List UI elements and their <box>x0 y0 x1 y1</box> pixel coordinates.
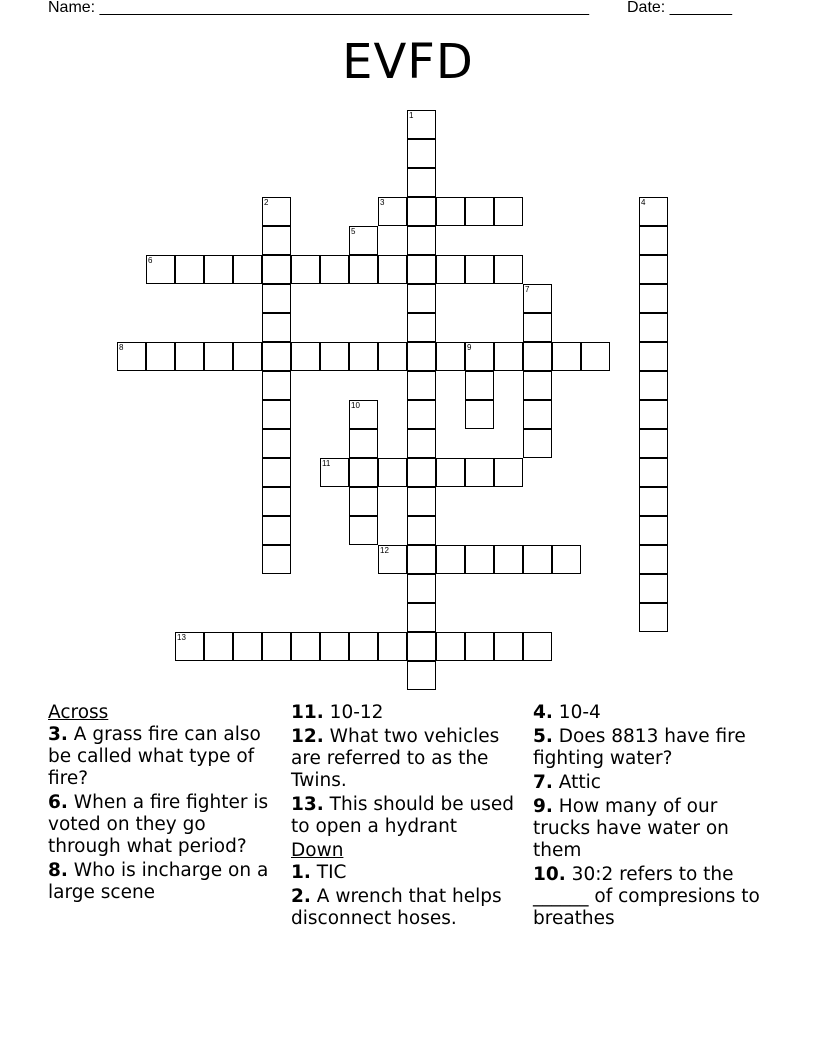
crossword-cell[interactable] <box>262 516 291 545</box>
crossword-cell[interactable] <box>349 516 378 545</box>
crossword-cell[interactable] <box>407 516 436 545</box>
clue-number: 13. <box>291 794 324 815</box>
crossword-cell[interactable] <box>175 255 204 284</box>
crossword-cell[interactable] <box>233 255 262 284</box>
crossword-cell[interactable] <box>523 342 552 371</box>
crossword-cell[interactable] <box>117 342 146 371</box>
clue-text: Does 8813 have fire fighting water? <box>533 726 746 769</box>
crossword-cell[interactable] <box>523 545 552 574</box>
across-heading: Across <box>48 702 109 723</box>
clue-across-6 <box>48 792 276 858</box>
crossword-cell[interactable] <box>639 458 668 487</box>
crossword-cell[interactable] <box>407 487 436 516</box>
puzzle-title: EVFD <box>342 34 474 90</box>
crossword-cell[interactable] <box>320 632 349 661</box>
crossword-cell[interactable] <box>320 342 349 371</box>
crossword-cell[interactable] <box>262 342 291 371</box>
crossword-cell[interactable] <box>639 284 668 313</box>
clue-across-11 <box>291 702 529 724</box>
crossword-cell[interactable] <box>291 255 320 284</box>
clue-number: 2. <box>291 886 311 907</box>
crossword-cell[interactable] <box>262 371 291 400</box>
clue-text: 30:2 refers to the ______ of compresions to breathes <box>533 864 760 929</box>
grid-clue-number: 11 <box>322 459 331 468</box>
clue-down-2 <box>291 886 529 930</box>
grid-clue-number: 7 <box>525 285 530 294</box>
crossword-cell[interactable] <box>262 429 291 458</box>
crossword-cell[interactable] <box>291 632 320 661</box>
crossword-cell[interactable] <box>262 255 291 284</box>
crossword-cell[interactable] <box>262 197 291 226</box>
crossword-cell[interactable] <box>262 632 291 661</box>
clue-number: 4. <box>533 702 553 723</box>
crossword-cell[interactable] <box>436 342 465 371</box>
crossword-cell[interactable] <box>407 661 436 690</box>
crossword-cell[interactable] <box>523 284 552 313</box>
clue-text: 10-12 <box>329 702 384 723</box>
crossword-cell[interactable] <box>407 371 436 400</box>
crossword-cell[interactable] <box>407 458 436 487</box>
name-field-label[interactable]: Name: _______________________________________________________ <box>48 0 589 16</box>
clue-down-4 <box>533 702 773 724</box>
crossword-cell[interactable] <box>639 226 668 255</box>
crossword-cell[interactable] <box>407 574 436 603</box>
crossword-cell[interactable] <box>378 255 407 284</box>
grid-clue-number: 12 <box>380 546 389 555</box>
crossword-cell[interactable] <box>233 632 262 661</box>
clue-number: 12. <box>291 726 324 747</box>
crossword-cell[interactable] <box>204 342 233 371</box>
grid-clue-number: 13 <box>177 633 186 642</box>
crossword-cell[interactable] <box>407 400 436 429</box>
down-heading: Down <box>291 840 344 861</box>
clue-text: This should be used to open a hydrant <box>291 794 515 837</box>
crossword-cell[interactable] <box>465 458 494 487</box>
clues-column-2 <box>291 702 529 932</box>
crossword-cell[interactable] <box>407 313 436 342</box>
crossword-cell[interactable] <box>552 342 581 371</box>
clues-column-1 <box>48 702 276 906</box>
clue-text: A wrench that helps disconnect hoses. <box>291 886 502 929</box>
crossword-cell[interactable] <box>407 255 436 284</box>
crossword-cell[interactable] <box>581 342 610 371</box>
crossword-cell[interactable] <box>639 516 668 545</box>
clue-text: Attic <box>558 772 601 793</box>
crossword-cell[interactable] <box>378 632 407 661</box>
grid-clue-number: 9 <box>467 343 472 352</box>
crossword-cell[interactable] <box>378 458 407 487</box>
crossword-cell[interactable] <box>639 574 668 603</box>
crossword-cell[interactable] <box>320 458 349 487</box>
crossword-cell[interactable] <box>523 632 552 661</box>
crossword-cell[interactable] <box>523 429 552 458</box>
crossword-cell[interactable] <box>146 342 175 371</box>
crossword-cell[interactable] <box>320 255 349 284</box>
crossword-cell[interactable] <box>523 371 552 400</box>
clue-text: What two vehicles are referred to as the Twins. <box>291 726 500 791</box>
clue-text: 10-4 <box>558 702 601 723</box>
crossword-cell[interactable] <box>494 255 523 284</box>
crossword-cell[interactable] <box>407 110 436 139</box>
crossword-cell[interactable] <box>639 545 668 574</box>
grid-clue-number: 8 <box>119 343 124 352</box>
crossword-cell[interactable] <box>262 400 291 429</box>
grid-clue-number: 3 <box>380 198 385 207</box>
crossword-cell[interactable] <box>204 255 233 284</box>
clue-across-3 <box>48 724 276 790</box>
crossword-cell[interactable] <box>175 632 204 661</box>
clue-text: A grass fire can also be called what type of fire? <box>48 724 261 789</box>
crossword-cell[interactable] <box>407 632 436 661</box>
crossword-cell[interactable] <box>291 342 320 371</box>
crossword-cell[interactable] <box>349 458 378 487</box>
crossword-cell[interactable] <box>494 545 523 574</box>
clue-number: 11. <box>291 702 324 723</box>
crossword-cell[interactable] <box>349 342 378 371</box>
crossword-cell[interactable] <box>378 342 407 371</box>
crossword-cell[interactable] <box>436 632 465 661</box>
crossword-cell[interactable] <box>175 342 204 371</box>
grid-clue-number: 6 <box>148 256 153 265</box>
grid-clue-number: 5 <box>351 227 356 236</box>
crossword-cell[interactable] <box>436 255 465 284</box>
crossword-cell[interactable] <box>349 632 378 661</box>
crossword-cell[interactable] <box>407 603 436 632</box>
clue-number: 8. <box>48 860 68 881</box>
crossword-cell[interactable] <box>407 429 436 458</box>
clue-across-8 <box>48 860 276 904</box>
clue-across-13 <box>291 794 529 838</box>
clue-down-7 <box>533 772 773 794</box>
crossword-cell[interactable] <box>465 255 494 284</box>
crossword-cell[interactable] <box>204 632 233 661</box>
crossword-cell[interactable] <box>407 168 436 197</box>
crossword-cell[interactable] <box>639 400 668 429</box>
crossword-cell[interactable] <box>465 632 494 661</box>
clue-number: 5. <box>533 726 553 747</box>
crossword-cell[interactable] <box>639 255 668 284</box>
crossword-cell[interactable] <box>465 342 494 371</box>
crossword-cell[interactable] <box>407 197 436 226</box>
crossword-cell[interactable] <box>494 458 523 487</box>
clue-text: Who is incharge on a large scene <box>48 860 269 903</box>
clue-number: 9. <box>533 796 553 817</box>
crossword-cell[interactable] <box>465 545 494 574</box>
clue-text: When a fire fighter is voted on they go through what period? <box>48 792 269 857</box>
crossword-cell[interactable] <box>349 226 378 255</box>
crossword-cell[interactable] <box>262 313 291 342</box>
clue-number: 6. <box>48 792 68 813</box>
clue-down-5 <box>533 726 773 770</box>
crossword-cell[interactable] <box>378 545 407 574</box>
crossword-cell[interactable] <box>436 197 465 226</box>
grid-clue-number: 4 <box>641 198 646 207</box>
clue-number: 1. <box>291 862 311 883</box>
clue-down-10 <box>533 864 773 930</box>
crossword-cell[interactable] <box>262 545 291 574</box>
crossword-cell[interactable] <box>407 545 436 574</box>
crossword-cell[interactable] <box>233 342 262 371</box>
clue-number: 10. <box>533 864 566 885</box>
crossword-cell[interactable] <box>262 284 291 313</box>
crossword-cell[interactable] <box>436 545 465 574</box>
crossword-cell[interactable] <box>262 226 291 255</box>
crossword-cell[interactable] <box>349 400 378 429</box>
crossword-cell[interactable] <box>639 487 668 516</box>
crossword-cell[interactable] <box>523 313 552 342</box>
crossword-cell[interactable] <box>349 487 378 516</box>
crossword-cell[interactable] <box>465 371 494 400</box>
crossword-cell[interactable] <box>407 284 436 313</box>
crossword-cell[interactable] <box>494 632 523 661</box>
clue-across-12 <box>291 726 529 792</box>
crossword-cell[interactable] <box>262 487 291 516</box>
crossword-cell[interactable] <box>639 429 668 458</box>
clue-text: TIC <box>316 862 347 883</box>
crossword-cell[interactable] <box>465 197 494 226</box>
crossword-cell[interactable] <box>407 226 436 255</box>
crossword-cell[interactable] <box>639 197 668 226</box>
date-field-label[interactable]: Date: _______ <box>627 0 732 16</box>
crossword-cell[interactable] <box>639 603 668 632</box>
crossword-cell[interactable] <box>349 255 378 284</box>
crossword-cell[interactable] <box>407 342 436 371</box>
crossword-cell[interactable] <box>552 545 581 574</box>
grid-clue-number: 2 <box>264 198 269 207</box>
clues-column-3 <box>533 702 773 932</box>
clue-down-1 <box>291 862 529 884</box>
clue-number: 3. <box>48 724 68 745</box>
clue-number: 7. <box>533 772 553 793</box>
crossword-cell[interactable] <box>146 255 175 284</box>
crossword-cell[interactable] <box>639 371 668 400</box>
crossword-cell[interactable] <box>523 400 552 429</box>
crossword-cell[interactable] <box>407 139 436 168</box>
crossword-cell[interactable] <box>639 313 668 342</box>
crossword-cell[interactable] <box>639 342 668 371</box>
crossword-cell[interactable] <box>465 400 494 429</box>
grid-clue-number: 10 <box>351 401 360 410</box>
worksheet-header <box>48 0 768 20</box>
crossword-cell[interactable] <box>378 197 407 226</box>
crossword-cell[interactable] <box>349 429 378 458</box>
crossword-cell[interactable] <box>494 197 523 226</box>
crossword-cell[interactable] <box>436 458 465 487</box>
crossword-cell[interactable] <box>494 342 523 371</box>
grid-clue-number: 1 <box>409 111 414 120</box>
clue-text: How many of our trucks have water on them <box>533 796 729 861</box>
clue-down-9 <box>533 796 773 862</box>
crossword-cell[interactable] <box>262 458 291 487</box>
